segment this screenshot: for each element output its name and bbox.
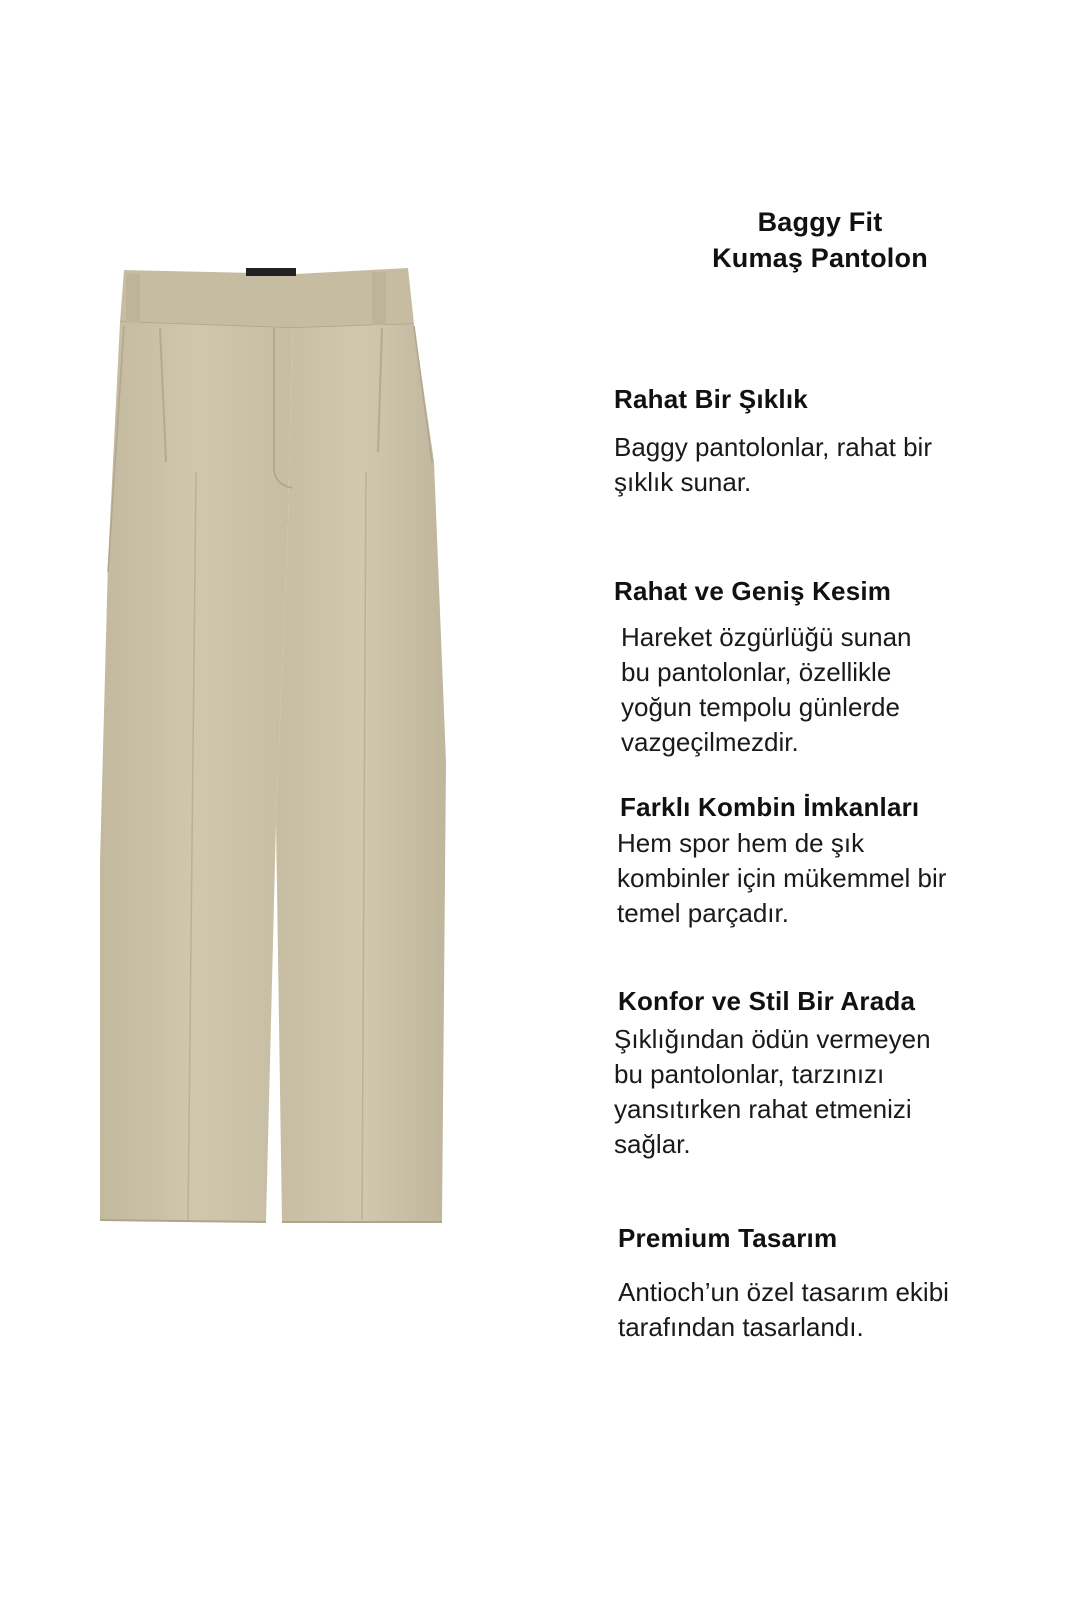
feature-heading: Farklı Kombin İmkanları xyxy=(620,792,920,822)
feature-heading: Premium Tasarım xyxy=(618,1223,838,1253)
product-title xyxy=(640,204,1000,276)
feature-line: yansıtırken rahat etmenizi xyxy=(614,1094,912,1124)
feature-description xyxy=(621,620,1034,760)
feature-line: Hareket özgürlüğü sunan xyxy=(621,622,912,652)
feature-description xyxy=(614,430,1034,500)
feature-line: tarafından tasarlandı. xyxy=(618,1312,864,1342)
feature-heading: Konfor ve Stil Bir Arada xyxy=(618,986,916,1016)
feature-line: Antioch’un özel tasarım ekibi xyxy=(618,1277,949,1307)
product-title-line-2: Kumaş Pantolon xyxy=(712,243,928,273)
feature-line: temel parçadır. xyxy=(617,898,789,928)
feature-heading: Rahat Bir Şıklık xyxy=(614,384,808,414)
feature-description xyxy=(617,826,1040,931)
feature-line: Baggy pantolonlar, rahat bir xyxy=(614,432,932,462)
feature-line: vazgeçilmezdir. xyxy=(621,727,799,757)
feature-line: yoğun tempolu günlerde xyxy=(621,692,900,722)
feature-heading: Rahat ve Geniş Kesim xyxy=(614,576,892,606)
feature-premium-tasarim xyxy=(618,1221,1038,1345)
feature-konfor-ve-stil xyxy=(614,984,1038,1162)
feature-description xyxy=(614,1022,1038,1162)
trousers-illustration xyxy=(96,262,476,1272)
feature-farkli-kombin-imkanlari xyxy=(617,790,1040,931)
feature-rahat-bir-siklik xyxy=(614,382,1034,500)
feature-rahat-ve-genis-kesim xyxy=(614,574,1034,760)
feature-line: şıklık sunar. xyxy=(614,467,752,497)
feature-line: Hem spor hem de şık xyxy=(617,828,865,858)
feature-line: bu pantolonlar, tarzınızı xyxy=(614,1059,885,1089)
feature-line: sağlar. xyxy=(614,1129,691,1159)
product-title-line-1: Baggy Fit xyxy=(757,207,883,237)
feature-line: kombinler için mükemmel bir xyxy=(617,863,947,893)
product-image-trousers xyxy=(96,262,476,1272)
feature-line: bu pantolonlar, özellikle xyxy=(621,657,892,687)
feature-line: Şıklığından ödün vermeyen xyxy=(614,1024,931,1054)
feature-description xyxy=(618,1275,1038,1345)
